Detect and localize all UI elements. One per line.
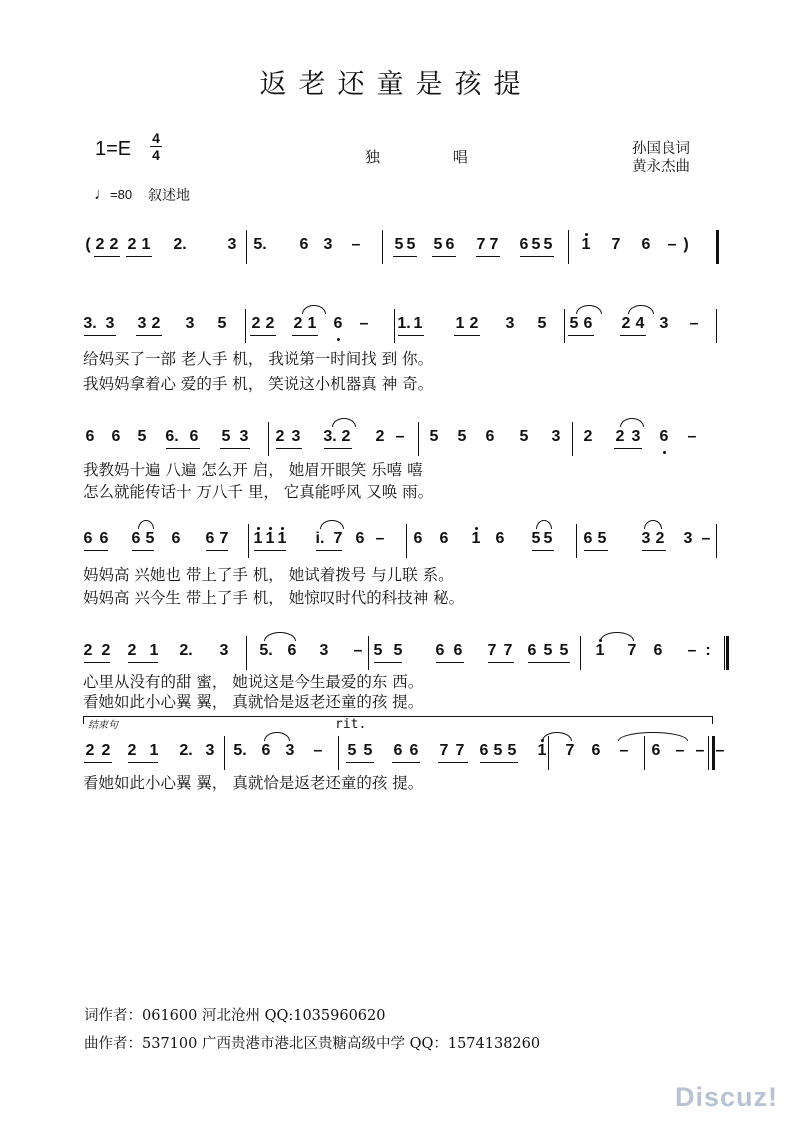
score-note: 5 [429,428,439,445]
score-note: 5 [493,742,503,759]
bar-line [548,736,549,770]
bar-line [708,736,709,770]
score-note: 3 [551,428,561,445]
score-note: 6 [171,530,181,547]
beam-underline [476,256,500,257]
beam-underline [374,662,402,663]
slur-arc [620,418,644,427]
score-note: 6 [409,742,419,759]
score-note: 7 [455,742,465,759]
score-note: 3 [137,315,147,332]
score-note: 5 [137,428,147,445]
time-signature [150,131,162,162]
slur-arc [536,520,552,529]
score-note: 2 [293,315,303,332]
score-note: 2 [615,428,625,445]
score-note: 1 [277,530,287,547]
score-note: – [353,642,363,659]
bar-line [268,422,269,456]
quarter-note-icon: ♩ [94,186,110,203]
bar-line [568,230,569,264]
lyric-line: 我教妈十遍 八遍 怎么开 启， 她眉开眼笑 乐嘻 嘻 [83,461,423,479]
score-note: 5 [597,530,607,547]
bar-line [246,230,247,264]
score-note: 6 [413,530,423,547]
score-note: 5 [519,428,529,445]
score-note: 5 [347,742,357,759]
beam-underline [432,256,456,257]
score-note: 2 [469,315,479,332]
score-note: 5. [253,236,267,253]
score-note: 3 [185,315,195,332]
beam-underline [436,662,464,663]
bar-line [245,309,246,343]
score-note: 6 [479,742,489,759]
score-note: – [313,742,323,759]
score-note: – [701,530,711,547]
score-note: 2 [341,428,351,445]
score-note: 2 [127,642,137,659]
score-note: 3 [205,742,215,759]
bar-line [644,736,645,770]
score-note: 6 [355,530,365,547]
score-note: 3 [323,236,333,253]
bar-line [382,230,383,264]
score-note: 1 [149,742,159,759]
beam-underline [166,448,200,449]
beam-underline [542,662,570,663]
score-note: 2 [109,236,119,253]
score-note: 6. [165,428,179,445]
score-system [80,636,730,670]
score-note: 6 [435,642,445,659]
composer: 黄永杰曲 [632,159,690,175]
score-note: 5 [531,530,541,547]
score-note: 2. [179,642,193,659]
score-note: – [687,428,697,445]
score-system [80,422,730,456]
tempo-marking [94,186,132,204]
high-octave-dot [585,233,588,236]
lyric-line: 我妈妈拿着心 爱的手 机， 笑说这小机器真 神 奇。 [83,375,434,393]
score-note: – [351,236,361,253]
bar-line [716,524,717,558]
beam-underline [494,762,518,763]
final-bar-line [716,230,719,264]
score-note: 2 [85,742,95,759]
lyric-line: 给妈买了一部 老人手 机， 我说第一时间找 到 你。 [83,350,434,368]
score-note: 6 [99,530,109,547]
score-note: 1 [253,530,263,547]
beam-underline [126,256,152,257]
composer-info: 曲作者：537100 广西贵港市港北区贵糖高级中学 QQ：1574138260 [84,1036,541,1052]
score-note: 1. [397,315,411,332]
bar-line [580,636,581,670]
lyric-line: 看她如此小心翼 翼， 真就恰是返老还童的孩 提。 [83,774,424,792]
score-note: 1 [595,642,605,659]
score-note: 1 [265,530,275,547]
score-note: 2 [101,642,111,659]
beam-underline [324,448,352,449]
score-note: 6 [651,742,661,759]
beam-underline [94,256,120,257]
score-note: 6 [439,530,449,547]
score-note: 5 [531,236,541,253]
score-note: 5 [217,315,227,332]
score-note: 5 [543,530,553,547]
score-system [80,230,730,264]
score-note: 7 [487,642,497,659]
beam-underline [438,762,468,763]
lyric-line: 妈妈高 兴今生 带上了手 机， 她惊叹时代的科技神 秘。 [83,589,465,607]
tempo-value: =80 [110,187,133,202]
lyricist: 孙国良词 [632,141,690,157]
beam-underline [532,256,554,257]
score-note: 5 [393,642,403,659]
score-note: 3 [641,530,651,547]
bar-line [418,422,419,456]
score-system [80,524,730,558]
beam-underline [128,662,158,663]
score-note: – [359,315,369,332]
beam-underline [136,335,162,336]
beam-underline [128,762,158,763]
score-note: 3 [319,642,329,659]
score-note: 2 [583,428,593,445]
score-note: 1 [455,315,465,332]
score-note: 2 [127,236,137,253]
lyric-line: 心里从没有的甜 蜜， 她说这是今生最爱的东 西。 [83,673,424,691]
beam-underline [393,256,417,257]
score-note: 1 [149,642,159,659]
bar-line [576,524,577,558]
score-note: – [619,742,629,759]
score-note: 6 [641,236,651,253]
beam-underline [292,335,318,336]
score-note: 2 [101,742,111,759]
score-note: 5 [394,236,404,253]
score-note: 2 [275,428,285,445]
score-note: 1 [581,236,591,253]
score-note: 6 [453,642,463,659]
score-note: 5 [145,530,155,547]
slur-arc [264,732,290,741]
score-note: – [667,236,677,253]
beam-underline [568,335,594,336]
score-note: 7 [219,530,229,547]
beam-underline [316,550,342,551]
score-system [80,736,730,770]
score-note: 3 [239,428,249,445]
score-note: 6 [111,428,121,445]
bar-line [572,422,573,456]
lyric-line: 怎么就能传话十 万八千 里， 它真能呼风 又唤 雨。 [83,483,434,501]
score-note: 6 [261,742,271,759]
score-note: 3 [227,236,237,253]
score-note: 6 [445,236,455,253]
score-note: – [375,530,385,547]
lyric-line: 妈妈高 兴她也 带上了手 机， 她试着拨号 与儿联 系。 [83,566,454,584]
score-note: 3. [83,315,97,332]
high-octave-dot [257,527,260,530]
score-note: 1 [307,315,317,332]
beam-underline [254,550,286,551]
slur-arc [600,632,634,641]
beam-underline [392,762,420,763]
score-note: 2 [621,315,631,332]
beam-underline [398,335,424,336]
beam-underline [614,448,642,449]
score-note: ) [683,236,689,253]
score-note: 3 [683,530,693,547]
score-note: 7 [333,530,343,547]
slur-arc [264,632,296,641]
lyric-line: 看她如此小心翼 翼， 真就恰是返老还童的孩 提。 [83,693,424,711]
score-note: : [705,642,711,659]
score-note: 6 [333,315,343,332]
bar-line [368,636,369,670]
score-note: 3 [219,642,229,659]
score-note: 6 [495,530,505,547]
score-note: 7 [565,742,575,759]
slur-arc [320,520,344,529]
score-note: 2. [179,742,193,759]
key-signature: 1=E [95,138,132,160]
score-note: 6 [583,315,593,332]
score-note: 1 [413,315,423,332]
score-note: – [695,742,705,759]
score-note: 6 [85,428,95,445]
beam-underline [584,550,608,551]
score-note: 1 [537,742,547,759]
score-note: 6 [189,428,199,445]
time-signature-bottom: 4 [152,147,160,163]
score-note: 5 [433,236,443,253]
high-octave-dot [281,527,284,530]
score-note: 5 [221,428,231,445]
beam-underline [454,335,480,336]
score-note: 6 [299,236,309,253]
score-note: 2 [251,315,261,332]
score-note: 2 [265,315,275,332]
score-note: 7 [503,642,513,659]
bar-line [716,309,717,343]
beam-underline [346,762,374,763]
score-note: 6 [205,530,215,547]
score-note: 2. [173,236,187,253]
score-note: 5 [559,642,569,659]
ending-mark: 结束句 [88,720,118,731]
slur-arc [628,305,654,314]
score-note: – [675,742,685,759]
score-note: 4 [635,315,645,332]
score-note: 3 [659,315,669,332]
score-system [80,309,730,343]
slur-arc [332,418,356,427]
score-note: 5. [233,742,247,759]
score-note: 1 [141,236,151,253]
score-note: 6 [519,236,529,253]
high-octave-dot [269,527,272,530]
score-note: 3. [323,428,337,445]
expression-marking: 叙述地 [148,188,190,204]
score-note: 6 [83,530,93,547]
score-note: 5 [457,428,467,445]
score-note: 3 [105,315,115,332]
score-note: 6 [131,530,141,547]
score-note: 6 [583,530,593,547]
score-note: 7 [439,742,449,759]
score-note: 2 [375,428,385,445]
score-note: i. [315,530,325,547]
final-bar-line [726,636,729,670]
score-note: 3 [285,742,295,759]
score-note: – [715,742,725,759]
beam-underline [276,448,302,449]
score-note: 2 [83,642,93,659]
slur-arc [576,305,602,314]
beam-underline [206,550,228,551]
slur-arc [542,732,572,741]
score-note: 1 [471,530,481,547]
slur-arc [618,732,688,741]
score-note: 3 [505,315,515,332]
score-note: 6 [287,642,297,659]
bar-line [724,636,725,670]
beam-underline [620,335,646,336]
beam-underline [84,335,116,336]
bar-line [564,309,565,343]
score-note: 7 [476,236,486,253]
score-note: 6 [527,642,537,659]
score-note: 5 [569,315,579,332]
beam-underline [132,550,154,551]
score-note: 5 [406,236,416,253]
time-signature-top: 4 [152,130,160,146]
score-note: 7 [611,236,621,253]
score-note: 5 [543,642,553,659]
score-note: – [395,428,405,445]
beam-underline [532,550,554,551]
beam-underline [642,550,666,551]
score-note: 5 [537,315,547,332]
score-note: 6 [485,428,495,445]
beam-underline [250,335,276,336]
credits [632,140,690,176]
slur-arc [302,305,326,314]
performance-mode: 独 唱 [365,148,502,166]
low-octave-dot [663,451,666,454]
score-note: – [689,315,699,332]
slur-arc [138,520,154,529]
bar-line [394,309,395,343]
bar-line [224,736,225,770]
ritardando-mark: rit. [335,717,367,732]
beam-underline [84,550,108,551]
bar-line [406,524,407,558]
score-note: 5 [373,642,383,659]
score-note: 6 [591,742,601,759]
song-title: 返老还童是孩提 [259,69,533,100]
ending-bracket [83,716,713,717]
beam-underline [84,662,110,663]
beam-underline [220,448,250,449]
score-note: ( [85,236,91,253]
score-note: 7 [627,642,637,659]
score-note: 2 [151,315,161,332]
lyricist-info: 词作者：061600 河北沧州 QQ:1035960620 [84,1008,386,1024]
slur-arc [644,520,662,529]
final-bar-line [712,736,715,770]
watermark-logo: Discuz! [674,1082,778,1112]
score-note: 7 [489,236,499,253]
score-note: – [687,642,697,659]
score-note: 6 [659,428,669,445]
score-note: 2 [655,530,665,547]
score-note: 5 [363,742,373,759]
score-note: 6 [393,742,403,759]
score-note: 5 [543,236,553,253]
score-note: 5. [259,642,273,659]
low-octave-dot [337,338,340,341]
score-note: 3 [291,428,301,445]
score-note: 3 [631,428,641,445]
score-note: 2 [127,742,137,759]
bar-line [248,524,249,558]
high-octave-dot [475,527,478,530]
beam-underline [488,662,514,663]
score-note: 6 [653,642,663,659]
bar-line [338,736,339,770]
score-note: 5 [507,742,517,759]
bar-line [246,636,247,670]
beam-underline [84,762,112,763]
score-note: 2 [95,236,105,253]
